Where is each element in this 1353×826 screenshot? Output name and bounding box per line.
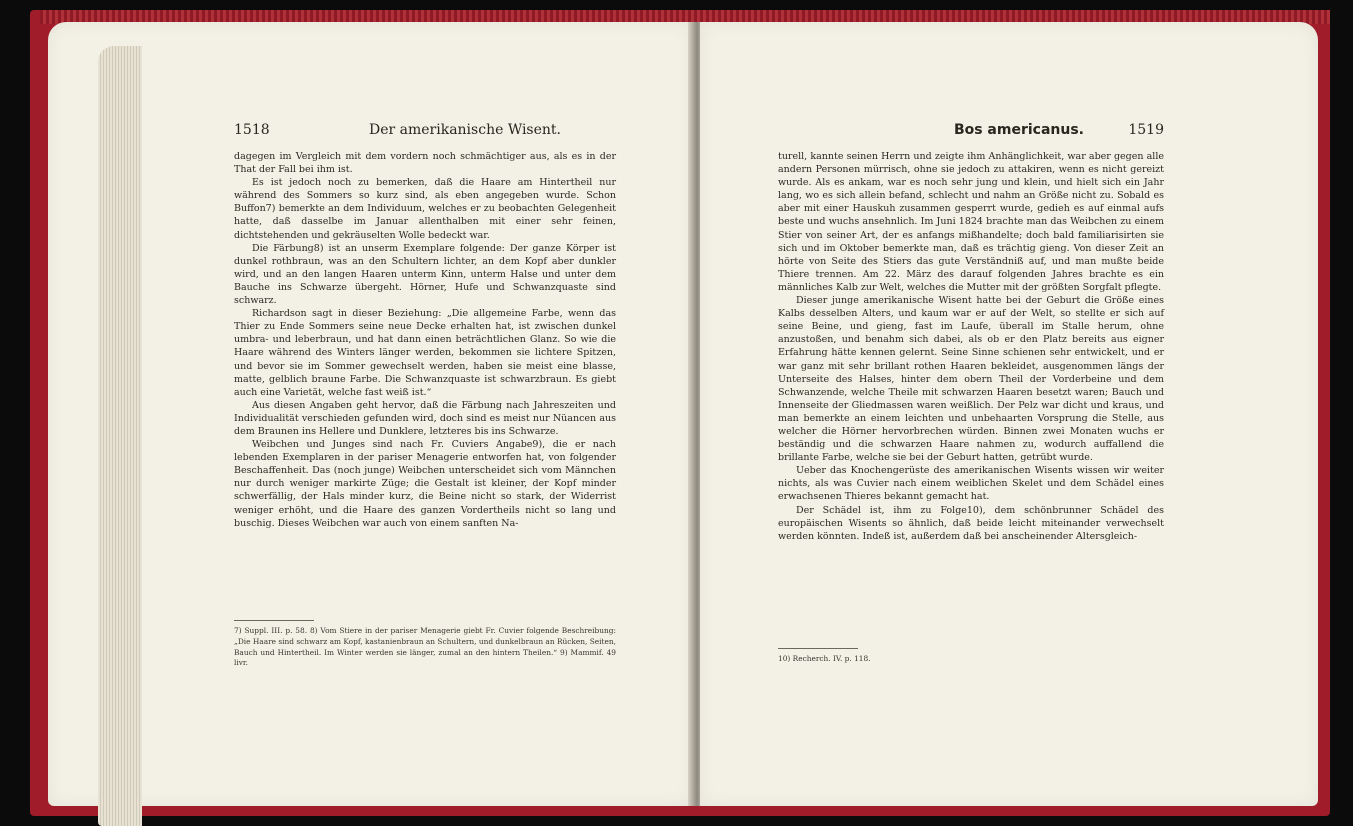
right-page-header — [778, 122, 1164, 142]
paragraph: Es ist jedoch noch zu bemerken, daß die Haare am Hintertheil nur während des Sommers so kurz sind, als eben angegeben wurde. Schon Buffon7) bemerkte an dem Individuum, welches er zu beobachten Gelegenheit hatte, daß dasselbe im Januar allenthalben mit einer sehr feinen, dichtstehenden und gekräuselten Wolle bedeckt war. — [234, 177, 616, 241]
running-title: Bos americanus. — [953, 122, 1084, 138]
paragraph: Weibchen und Junges sind nach Fr. Cuviers Angabe9), die er nach lebenden Exemplaren in der pariser Menagerie entworfen hat, von folgender Beschaffenheit. Das (noch junge) Weibchen unterscheidet sich vom Männchen nur durch weniger markirte Züge; die Gestalt ist kleiner, der Kopf minder schwerfällig, der Hals minder kurz, die Beine nicht so stark, der Widerrist weniger erhöht, und die Haare des ganzen Vordertheils nicht so lang und buschig. Dieses Weibchen war auch von einem sanften Na- — [234, 439, 616, 529]
right-body-text — [778, 150, 1164, 543]
footnote-rule — [234, 620, 314, 621]
running-title: Der amerikanische Wisent. — [368, 122, 561, 138]
right-page-content — [778, 22, 1164, 806]
page-number: 1518 — [234, 122, 270, 138]
left-body-text — [234, 150, 616, 530]
paragraph: Der Schädel ist, ihm zu Folge10), dem schönbrunner Schädel des europäischen Wisents so ähnlich, daß beide leicht miteinander verwechselt werden könnten. Indeß ist, außerdem daß bei anscheinender Altersgleich- — [778, 504, 1164, 542]
paragraph: Ueber das Knochengerüste des amerikanischen Wisents wissen wir weiter nichts, als was Cuvier nach einem weiblichen Skelet und dem Schädel eines erwachsenen Thieres bekannt gemacht hat. — [778, 465, 1164, 503]
paragraph: Richardson sagt in dieser Beziehung: „Die allgemeine Farbe, wenn das Thier zu Ende Sommers seine neue Decke erhalten hat, ist zwischen dunkel umbra- und leberbraun, und hat dann einen beträchtlichen Glanz. So wie die Haare während des Winters länger werden, bekommen sie lichtere Spitzen, und bevor sie im Sommer gewechselt werden, haben sie meist eine blasse, matte, gelblich braune Farbe. Die Schwanzquaste ist schwarzbraun. Es giebt auch eine Varietät, welche fast weiß ist.“ — [234, 308, 616, 398]
page-number: 1519 — [1128, 122, 1164, 138]
paragraph: Dieser junge amerikanische Wisent hatte bei der Geburt die Größe eines Kalbs desselben Alters, und kaum war er auf der Welt, so stellte er sich auf seine Beine, und gieng, fast im Laufe, überall im Stalle herum, ohne anzustoßen, und benahm sich dabei, als ob er den Platz bereits aus eigner Erfahrung hätte kennen gelernt. Seine Sinne schienen sehr entwickelt, und er war ganz mit sehr brillant rothen Haaren bekleidet, ausgenommen längs der Unterseite des Halses, hinter dem obern Theil der Vorderbeine und dem Schwanzende, welche Theile mit schwarzen Haaren besetzt waren; Bauch und Innenseite der Gliedmassen waren weißlich. Der Pelz war dicht und kraus, und man bemerkte an einem leichten und unbehaarten Vorsprung die Stelle, aus welcher die Hörner hervorbrechen würden. Binnen zwei Monaten wuchs er beständig und die schwarzen Haare nahmen zu, wodurch auffallend die brillante Farbe, welche sie bei der Geburt hatten, getrübt wurde. — [778, 295, 1164, 464]
footnotes: 10) Recherch. IV. p. 118. — [778, 654, 871, 663]
left-page-content — [234, 22, 616, 806]
paragraph: Aus diesen Angaben geht hervor, daß die Färbung nach Jahreszeiten und Individualität verschieden gefunden wird, doch sind es meist nur Nüancen aus dem Braunen ins Hellere und Dunklere, letzteres bis ins Schwarze. — [234, 399, 616, 437]
page-edges — [98, 46, 142, 826]
paragraph: dagegen im Vergleich mit dem vordern noch schmächtiger aus, als es in der That der Fall bei ihm ist. — [234, 151, 616, 176]
right-page — [700, 22, 1318, 806]
paragraph: Die Färbung8) ist an unserm Exemplare folgende: Der ganze Körper ist dunkel rothbraun, was an den Schultern lichter, an dem Kopf aber dunkler wird, und an den langen Haaren unterm Kinn, unterm Halse und unter dem Bauche ins Schwarze übergeht. Hörner, Hufe und Schwanzquaste sind schwarz. — [234, 242, 616, 307]
left-page-header — [234, 122, 616, 142]
footnotes: 7) Suppl. III. p. 58. 8) Vom Stiere in der pariser Menagerie giebt Fr. Cuvier folgende Beschreibung: „Die Haare sind schwarz am Kopf, kastanienbraun an Schultern, und dunkelbraun an Rücken, Seiten, Bauch und Hintertheil. Im Winter werden sie länger, zumal an den hintern Theilen.“ 9) Mammif. 49 livr. — [234, 626, 616, 668]
paragraph: turell, kannte seinen Herrn und zeigte ihm Anhänglichkeit, war aber gegen alle andern Personen mürrisch, ohne sie jedoch zu attakiren, wenn es nicht gereizt wurde. Als es ankam, war es noch sehr jung und klein, und hielt sich ein Jahr lang, wo es sich allein befand, schlecht und nahm an Größe nicht zu. Sobald es aber mit einer Hauskuh zusammen gesperrt wurde, gedieh es auf einmal aufs beste und wuchs ansehnlich. Im Juni 1824 brachte man das Weibchen zu einem Stier von seiner Art, der es anfangs mißhandelte; doch bald familiarisirten sie sich und im Oktober bemerkte man, daß es trächtig gieng. Von dieser Zeit an hörte von Seite des Stiers das gute Verständniß auf, und man mußte beide Thiere trennen. Am 22. März des darauf folgenden Jahres brachte es ein männliches Kalb zur Welt, welches die Mutter mit der größten Sorgfalt pflegte. — [778, 151, 1164, 293]
left-page — [48, 22, 692, 806]
footnote-rule — [778, 648, 858, 649]
